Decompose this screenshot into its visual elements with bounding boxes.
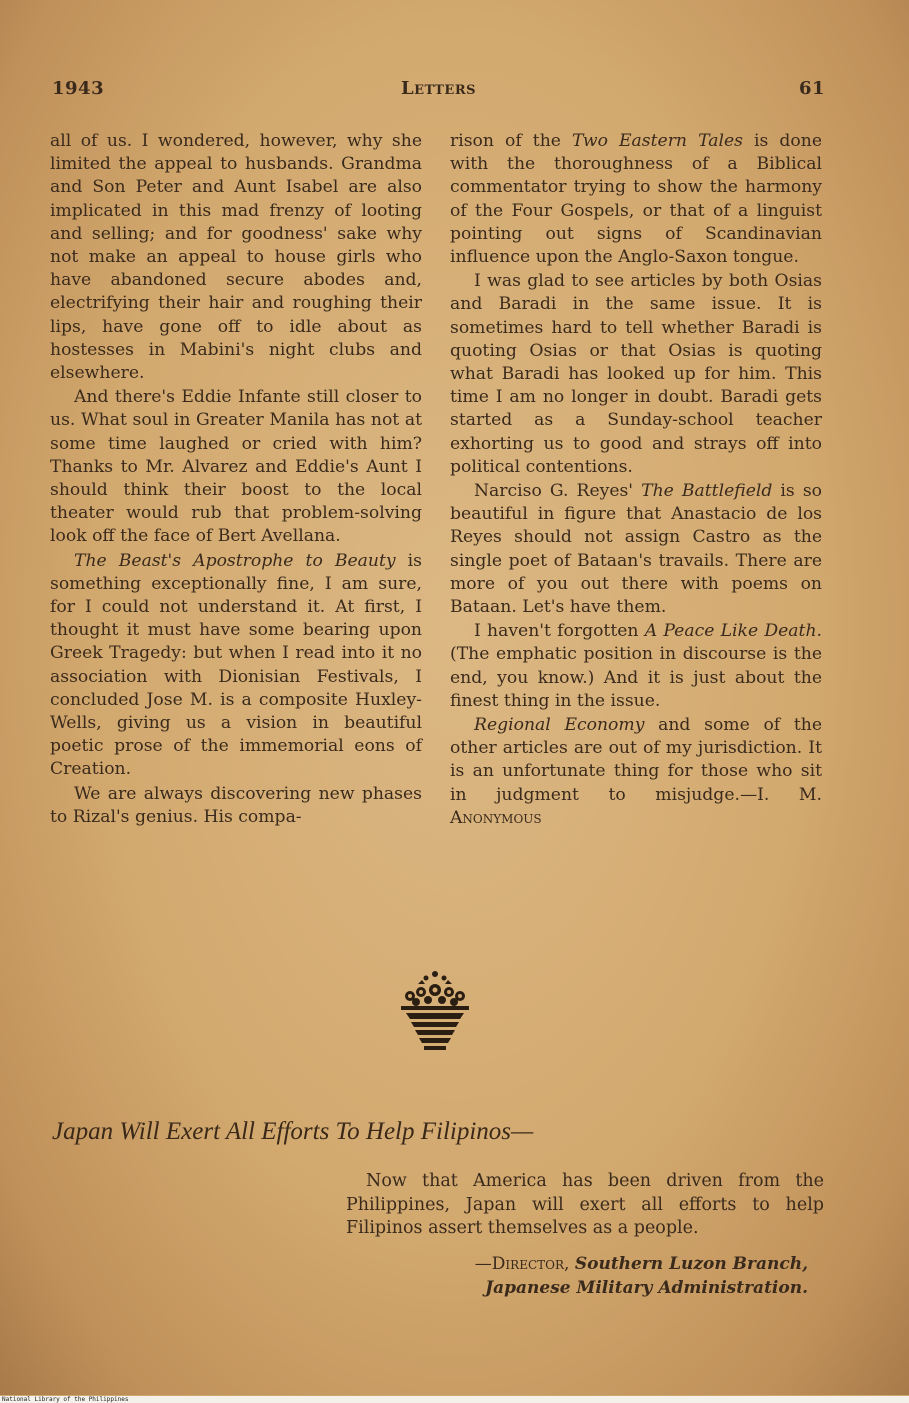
work-title: A Peace Like Death: [644, 621, 817, 642]
flower-basket-icon: [398, 966, 472, 1052]
right-paragraph-4-text: . (The emphatic position in discourse is the end, you know.) And it is just about the finest thing in the issue.: [450, 621, 822, 711]
right-paragraph-3: [450, 480, 822, 619]
right-paragraph-4: [450, 620, 822, 713]
right-paragraph-1: [450, 130, 822, 269]
work-title: The Beast's Apostrophe to Beauty: [74, 550, 396, 571]
work-title: Regional Economy: [474, 715, 645, 736]
left-paragraph-2: And there's Eddie Infante still closer to us. What soul in Greater Manila has not at some time laughed or cried with him? Thanks to Mr. Alvarez and Eddie's Aunt I should think their boost to the local theater would rub that problem-solving look off the face of Bert Avellana.: [50, 387, 422, 547]
work-title: The Battlefield: [641, 481, 773, 502]
right-paragraph-5: [450, 714, 822, 830]
right-paragraph-4-lead: I haven't forgotten: [474, 621, 645, 642]
attribution: [346, 1252, 808, 1300]
right-paragraph-2: I was glad to see articles by both Osias and Baradi in the same issue. It is sometimes hard to tell whether Baradi is quoting Osias or that Osias is quoting what Baradi has looked up for him. This time I am no longer in doubt. Baradi gets started as a Sunday-school teacher exhorting us to good and strays off into political contentions.: [450, 271, 822, 477]
attribution-line-1: [346, 1252, 808, 1276]
attribution-org: Japanese Military Administration.: [485, 1278, 808, 1298]
left-column: [50, 130, 422, 829]
header-year: 1943: [52, 78, 105, 99]
attribution-title: —Director,: [474, 1254, 570, 1274]
headline: Japan Will Exert All Efforts To Help Filipinos—: [52, 1118, 534, 1145]
header-section: Letters: [400, 78, 477, 99]
left-paragraph-3: [50, 550, 422, 782]
left-paragraph-3-text: is something exceptionally fine, I am sure, for I could not understand it. At first, I thought it must have some bearing upon Greek Tragedy: but when I read into it no association with Dionisian Festivals, I concluded Jose M. is a composite Huxley-Wells, giving us a vision in beautiful poetic prose of the immemorial eons of Creation.: [50, 550, 422, 780]
running-header: [52, 78, 825, 104]
right-paragraph-1-lead: rison of the: [450, 131, 573, 151]
quote-text: Now that America has been driven from the Philippines, Japan will exert all efforts to help Filipinos assert themselves as a people.: [346, 1171, 824, 1239]
left-paragraph-4: We are always discovering new phases to Rizal's genius. His compa-: [50, 783, 422, 827]
quote-block: [346, 1170, 824, 1241]
work-title: Two Eastern Tales: [572, 131, 743, 151]
right-paragraph-3-text: is so beautiful in figure that Anastacio de los Reyes should not assign Castro as the single poet of Bataan's travails. There are more of you out there with poems on Bataan. Let's have them.: [450, 481, 822, 618]
right-paragraph-5-text: and some of the other articles are out of my jurisdiction. It is an unfortunate thing for those who sit in judgment to misjudge.: [450, 715, 823, 805]
right-paragraph-1-text: is done with the thoroughness of a Biblical commentator trying to show the harmony of the Four Gospels, or that of a linguist pointing out signs of Scandinavian influence upon the Anglo-Saxon tongue.: [450, 131, 822, 268]
library-credit: National Library of the Philippines: [0, 1396, 909, 1403]
page-number: 61: [798, 78, 825, 99]
letter-signature: —I. M. Anonymous: [450, 784, 822, 828]
attribution-branch: Southern Luzon Branch,: [574, 1254, 808, 1274]
right-paragraph-3-lead: Narciso G. Reyes': [474, 481, 642, 502]
left-paragraph-1: all of us. I wondered, however, why she limited the appeal to husbands. Grandma and Son Peter and Aunt Isabel are also implicated in this mad frenzy of looting and selling; and for goodness' sake why not make an appeal to house girls who have abandoned secure abodes and, electrifying their hair and roughing their lips, have gone off to idle about as hostesses in Mabini's night clubs and elsewhere.: [50, 131, 422, 384]
right-column: [450, 130, 822, 830]
